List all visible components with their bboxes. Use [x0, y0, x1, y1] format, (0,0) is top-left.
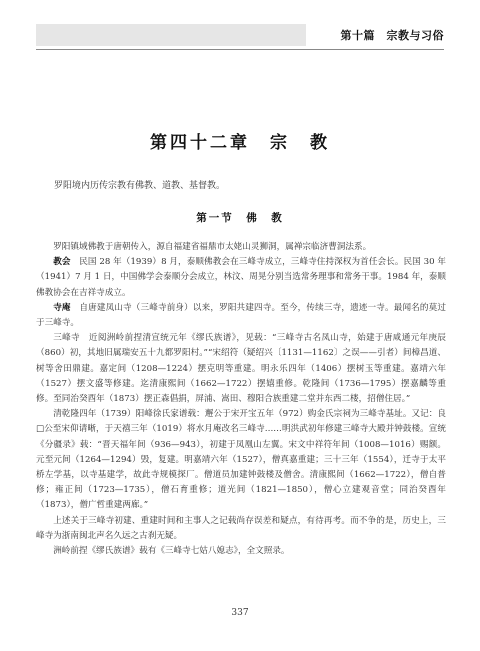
body-paragraph	[36, 240, 446, 255]
paragraph-text: 洲岭前捏《缪氏族谱》载有《三峰寺七姑八媳志》，全文照录。	[53, 546, 290, 557]
paragraph-text: 自唐建凤山寺（三峰寺前身）以来，罗阳共建四寺。至今，传续三寺，遗迹一寺。最闻名的莫过于三峰寺。	[36, 302, 446, 329]
running-head	[0, 24, 480, 46]
running-head-rule	[36, 49, 444, 50]
paragraph-lead-term: 寺庵	[53, 302, 71, 313]
running-head-bar	[36, 24, 306, 46]
paragraph-text: 三峰寺 近阅洲岭前捏清宣统元年《缪氏族谱》，见载：“三峰寺古名凤山寺，始建于唐咸通元年庚辰（860）初，其地旧属瑞安五十九都罗阳村。”“宋绍符（疑绍兴〔1131—1162〕之误——引者）间樟昌道、树等舍田鼎建。嘉定间（1208—1224）摆克明等重建。明永乐四年（1406）摆树玉等重建。嘉靖六年（1527）摆文盛等修建。迄清康熙间（1662—1722）摆嬉重修。乾隆间（1736—1795）摆嘉麟等重修。至同治癸酉年（1873）摆正森倡捐，屏浦、嵩田、穆阳合族重建二堂并东西二楼，招僧住居。”	[36, 333, 446, 405]
body-paragraph	[36, 255, 446, 301]
paragraph-text: 上述关于三峰寺初建、重建时间和主事人之记载尚存误差和疑点，有待再考。而不争的是，历史上，三峰寺为浙南闽北声名久远之古刹无疑。	[36, 515, 446, 541]
paragraph-text: 罗阳镇域佛教于唐朝传入，源自福建省福鼎市太姥山灵狮洞，属禅宗临济曹洞法系。	[53, 242, 372, 252]
body-text	[36, 240, 446, 559]
page-number: 337	[231, 608, 249, 618]
paragraph-text: 民国 28 年（1939）8 月，泰顺佛教会在三峰寺成立，三峰寺住持深权为首任会长。民国 30 年（1941）7 月 1 日，中国佛学会泰顺分会成立，林汶、周晃分别当选常务理事和常务干事。1984 年，泰顺佛教协会在吉祥寺成立。	[36, 257, 446, 298]
body-paragraph	[36, 514, 446, 544]
paragraph-lead-term: 教会	[53, 257, 71, 268]
running-head-text: 第十篇 宗教与习俗	[340, 29, 444, 42]
body-paragraph	[36, 544, 446, 559]
body-paragraph	[36, 301, 446, 331]
chapter-intro: 罗阳境内历传宗教有佛教、道教、基督教。	[54, 181, 226, 191]
section-title: 第一节 佛 教	[196, 212, 284, 224]
chapter-title: 第四十二章 宗 教	[150, 133, 330, 153]
body-paragraph	[36, 331, 446, 407]
body-paragraph	[36, 407, 446, 513]
paragraph-text: 清乾隆四年（1739）阳峰徐氏家谱载：邂公于宋开宝五年（972）购金氏宗祠为三峰寺基址。又记：良□公至宋仰请晰，于天禧三年（1019）将水月庵改名三峰寺……明洪武初年修建三峰寺大殿并钟鼓楼。宣统《分疆录》载：“晋天福年间（936—943），初建于凤凰山左翼。宋文中祥符年间（1008—1016）赐额。元至元间（1264—1294）毁，复建。明嘉靖六年（1527），僧真嘉重建；三十三年（1554），迁寺于太平桥左学基，以寺基建学，故此寺规模探厂。僧道员加建钟鼓楼及僧舍。清康熙间（1662—1722），僧自普修；雍正间（1723—1735），僧石育重修；道光间（1821—1850），僧心立建观音堂；同治癸酉年（1873），僧广哲重建两廊。”	[36, 409, 446, 511]
